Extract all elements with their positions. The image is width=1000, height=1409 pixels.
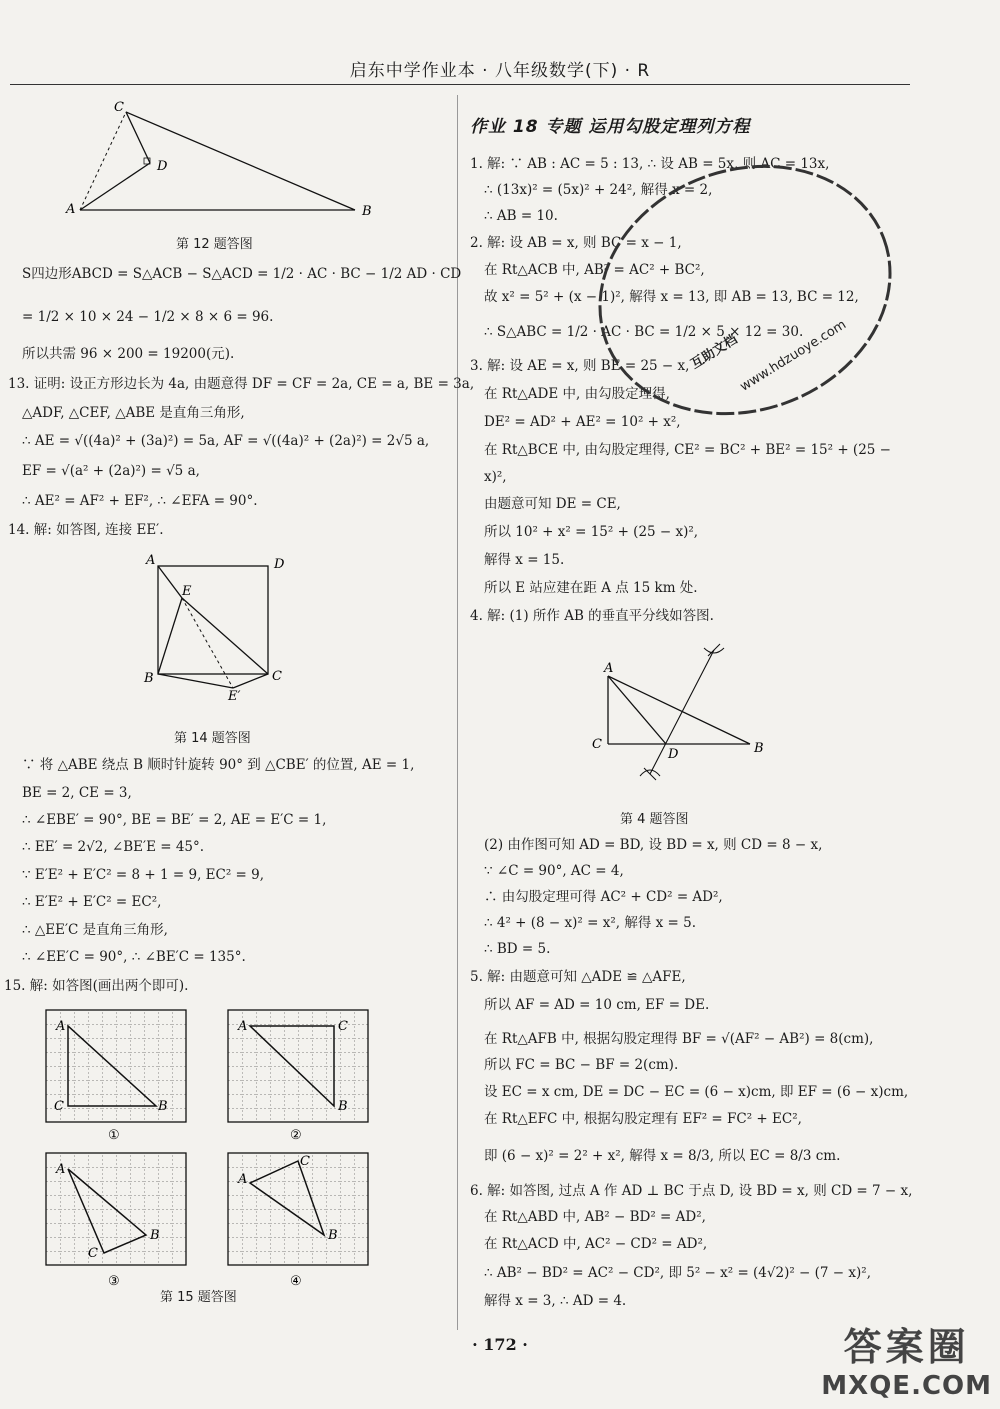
figure-4 bbox=[590, 640, 780, 790]
text-line: ∴ EE′ = 2√2, ∠BE′E = 45°. bbox=[22, 839, 205, 855]
text-line: 4. 解: (1) 所作 AB 的垂直平分线如答图. bbox=[470, 608, 714, 624]
sub-4-label: ④ bbox=[290, 1274, 302, 1289]
text-line: 由题意可知 DE = CE, bbox=[484, 496, 621, 512]
fig4-label-b: B bbox=[754, 741, 764, 756]
figure-12 bbox=[60, 95, 380, 225]
figure-15-caption: 第 15 题答图 bbox=[160, 1290, 237, 1305]
text-line: ∴ ∠EBE′ = 90°, BE = BE′ = 2, AE = E′C = 1, bbox=[22, 812, 327, 828]
text-line: 3. 解: 设 AE = x, 则 BE = 25 − x, bbox=[470, 358, 690, 374]
g4-label-a: A bbox=[238, 1172, 248, 1187]
fig4-label-d: D bbox=[668, 747, 679, 762]
figure-4-caption: 第 4 题答图 bbox=[620, 812, 689, 827]
text-line: 在 Rt△ACB 中, AB² = AC² + BC², bbox=[484, 262, 705, 278]
figure-14 bbox=[140, 550, 310, 704]
text-line: 14. 解: 如答图, 连接 EE′. bbox=[8, 522, 164, 538]
g2-label-c: C bbox=[338, 1019, 348, 1034]
g3-label-a: A bbox=[56, 1162, 66, 1177]
fig14-label-c: C bbox=[272, 669, 282, 684]
text-line: 在 Rt△EFC 中, 根据勾股定理有 EF² = FC² + EC², bbox=[484, 1111, 802, 1127]
text-line: ∴ AE² = AF² + EF², ∴ ∠EFA = 90°. bbox=[22, 493, 258, 509]
fig12-label-d: D bbox=[157, 159, 168, 174]
text-line: S四边形ABCD = S△ACB − S△ACD = 1/2 · AC · BC − 1/2 AD · CD bbox=[22, 266, 462, 282]
text-line: 在 Rt△BCE 中, 由勾股定理得, CE² = BC² + BE² = 15² + (25 − bbox=[484, 442, 891, 458]
text-line: 所以 E 站应建在距 A 点 15 km 处. bbox=[484, 580, 698, 596]
text-line: 所以 FC = BC − BF = 2(cm). bbox=[484, 1057, 679, 1073]
figure-15 bbox=[40, 1005, 380, 1305]
header-rule bbox=[10, 84, 910, 85]
text-line: △ADF, △CEF, △ABE 是直角三角形, bbox=[22, 405, 245, 421]
text-line: 即 (6 − x)² = 2² + x², 解得 x = 8/3, 所以 EC = 8/3 cm. bbox=[484, 1148, 841, 1164]
fig14-label-a: A bbox=[146, 553, 156, 568]
text-line: 所以共需 96 × 200 = 19200(元). bbox=[22, 346, 235, 362]
text-line: ∴ 4² + (8 − x)² = x², 解得 x = 5. bbox=[484, 915, 696, 931]
g4-label-b: B bbox=[328, 1228, 338, 1243]
text-line: ∴ 由勾股定理可得 AC² + CD² = AD², bbox=[484, 889, 723, 905]
text-line: ∵ ∠C = 90°, AC = 4, bbox=[484, 863, 624, 879]
text-line: ∴ S△ABC = 1/2 · AC · BC = 1/2 × 5 × 12 = 30. bbox=[484, 324, 804, 340]
text-line: 在 Rt△ABD 中, AB² − BD² = AD², bbox=[484, 1209, 706, 1225]
g3-label-b: B bbox=[150, 1228, 160, 1243]
fig12-label-a: A bbox=[66, 202, 76, 217]
g4-label-c: C bbox=[300, 1154, 310, 1169]
sub-1-label: ① bbox=[108, 1128, 120, 1143]
fig4-label-c: C bbox=[592, 737, 602, 752]
text-line: (2) 由作图可知 AD = BD, 设 BD = x, 则 CD = 8 − x, bbox=[484, 837, 823, 853]
grid-1 bbox=[46, 1010, 186, 1122]
page-header bbox=[0, 0, 1000, 90]
text-line: ∵ 将 △ABE 绕点 B 顺时针旋转 90° 到 △CBE′ 的位置, AE = 1, bbox=[22, 757, 415, 773]
text-line: 6. 解: 如答图, 过点 A 作 AD ⊥ BC 于点 D, 设 BD = x, 则 CD = 7 − x, bbox=[470, 1183, 913, 1199]
text-line: ∴ △EE′C 是直角三角形, bbox=[22, 922, 168, 938]
g2-label-a: A bbox=[238, 1019, 248, 1034]
text-line: EF = √(a² + (2a)²) = √5 a, bbox=[22, 463, 200, 479]
text-line: ∴ (13x)² = (5x)² + 24², 解得 x = 2, bbox=[484, 182, 713, 198]
text-line: 所以 AF = AD = 10 cm, EF = DE. bbox=[484, 997, 710, 1013]
g1-label-b: B bbox=[158, 1099, 168, 1114]
page-number: · 172 · bbox=[472, 1335, 528, 1354]
watermark-big: 答案圈 bbox=[843, 1325, 970, 1369]
text-line: x)², bbox=[484, 469, 507, 485]
figure-12-caption: 第 12 题答图 bbox=[176, 237, 253, 252]
text-line: 在 Rt△ADE 中, 由勾股定理得, bbox=[484, 386, 670, 402]
text-line: ∴ E′E² + E′C² = EC², bbox=[22, 894, 162, 910]
text-line: 所以 10² + x² = 15² + (25 − x)², bbox=[484, 524, 699, 540]
text-line: ∴ BD = 5. bbox=[484, 941, 551, 957]
fig4-label-a: A bbox=[604, 661, 614, 676]
sub-2-label: ② bbox=[290, 1128, 302, 1143]
grid-4 bbox=[228, 1153, 368, 1265]
stamp-watermark bbox=[590, 160, 900, 420]
grid-3 bbox=[46, 1153, 186, 1265]
fig14-label-d: D bbox=[274, 557, 285, 572]
text-line: 15. 解: 如答图(画出两个即可). bbox=[4, 978, 189, 994]
text-line: ∵ E′E² + E′C² = 8 + 1 = 9, EC² = 9, bbox=[22, 867, 265, 883]
stamp-main-text: 互助文档 bbox=[688, 332, 741, 373]
sub-3-label: ③ bbox=[108, 1274, 120, 1289]
fig12-label-c: C bbox=[114, 100, 124, 115]
text-line: 在 Rt△ACD 中, AC² − CD² = AD², bbox=[484, 1236, 708, 1252]
text-line: 13. 证明: 设正方形边长为 4a, 由题意得 DF = CF = 2a, CE = a, BE = 3a, bbox=[8, 376, 475, 392]
fig14-label-b: B bbox=[144, 671, 154, 686]
header-title: 启东中学作业本 · 八年级数学(下) · R bbox=[349, 61, 651, 81]
text-line: 解得 x = 15. bbox=[484, 552, 565, 568]
site-watermark bbox=[821, 1316, 992, 1401]
g2-label-b: B bbox=[338, 1099, 348, 1114]
text-line: BE = 2, CE = 3, bbox=[22, 785, 132, 801]
text-line: 5. 解: 由题意可知 △ADE ≌ △AFE, bbox=[470, 969, 686, 985]
text-line: 1. 解: ∵ AB : AC = 5 : 13, ∴ 设 AB = 5x, 则 AC = 13x, bbox=[470, 156, 830, 172]
g3-label-c: C bbox=[88, 1246, 98, 1261]
text-line: 在 Rt△AFB 中, 根据勾股定理得 BF = √(AF² − AB²) = 8(cm), bbox=[484, 1031, 874, 1047]
text-line: ∴ AB² − BD² = AC² − CD², 即 5² − x² = (4√2)² − (7 − x)², bbox=[484, 1265, 871, 1281]
fig14-label-e: E bbox=[182, 584, 192, 599]
fig14-label-e-prime: E′ bbox=[228, 689, 241, 704]
text-line: 设 EC = x cm, DE = DC − EC = (6 − x)cm, 即 EF = (6 − x)cm, bbox=[484, 1084, 909, 1100]
section-title: 作业 18 专题 运用勾股定理列方程 bbox=[470, 117, 751, 137]
text-line: 解得 x = 3, ∴ AD = 4. bbox=[484, 1293, 627, 1309]
text-line: = 1/2 × 10 × 24 − 1/2 × 8 × 6 = 96. bbox=[22, 309, 274, 325]
g1-label-c: C bbox=[54, 1099, 64, 1114]
text-line: 2. 解: 设 AB = x, 则 BC = x − 1, bbox=[470, 235, 682, 251]
text-line: ∴ AE = √((4a)² + (3a)²) = 5a, AF = √((4a)² + (2a)²) = 2√5 a, bbox=[22, 433, 430, 449]
text-line: DE² = AD² + AE² = 10² + x², bbox=[484, 414, 681, 430]
grid-2 bbox=[228, 1010, 368, 1122]
stamp-url-text: www.hdzuoye.com bbox=[737, 317, 849, 395]
fig12-label-b: B bbox=[362, 204, 372, 219]
text-line: 故 x² = 5² + (x − 1)², 解得 x = 13, 即 AB = 13, BC = 12, bbox=[484, 289, 859, 305]
text-line: ∴ ∠EE′C = 90°, ∴ ∠BE′C = 135°. bbox=[22, 949, 246, 965]
figure-14-caption: 第 14 题答图 bbox=[174, 731, 251, 746]
g1-label-a: A bbox=[56, 1019, 66, 1034]
watermark-small: MXQE.COM bbox=[821, 1371, 992, 1401]
text-line: ∴ AB = 10. bbox=[484, 208, 558, 224]
